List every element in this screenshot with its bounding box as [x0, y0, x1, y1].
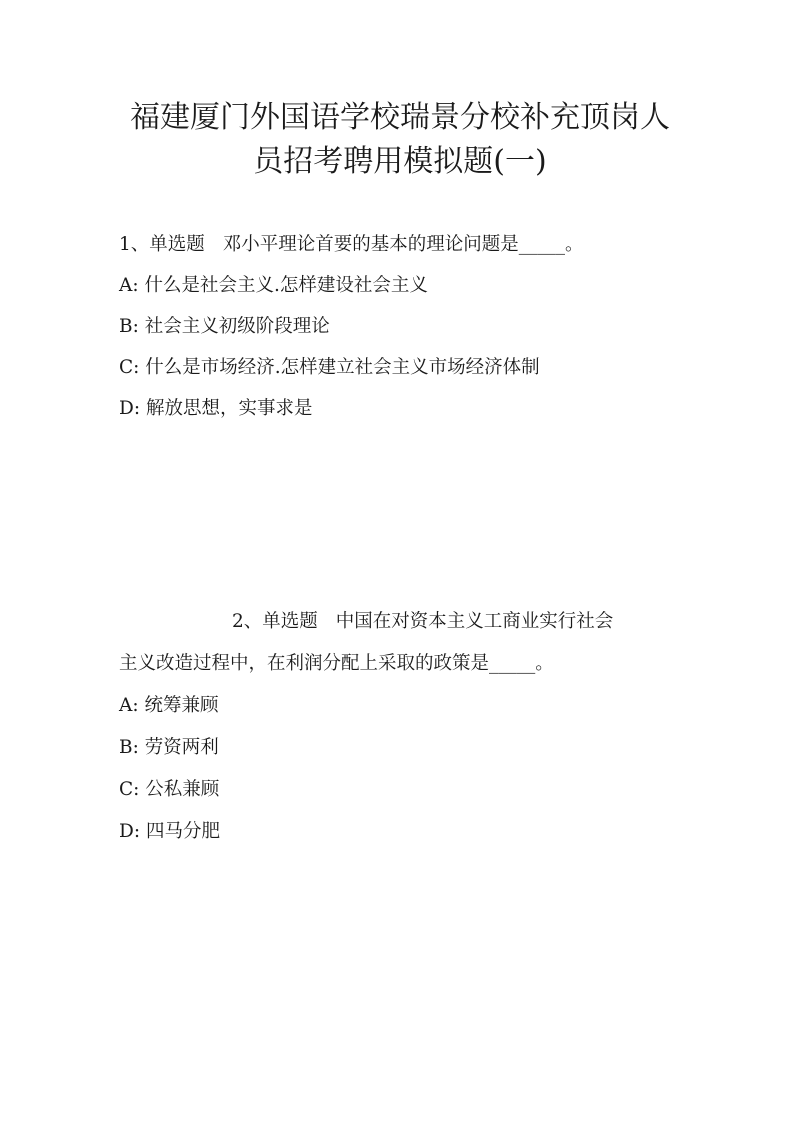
title-line-2: 员招考聘用模拟题(一): [253, 144, 547, 179]
option-text: 公私兼顾: [145, 779, 220, 800]
question-2-option-a: [119, 694, 219, 718]
question-2-option-b: [119, 736, 219, 760]
question-2-stem-line-1: [232, 610, 613, 634]
option-text: 什么是社会主义.怎样建设社会主义: [144, 275, 428, 296]
option-text: 什么是市场经济.怎样建立社会主义市场经济体制: [145, 357, 540, 378]
question-1-option-c: [119, 356, 540, 380]
option-label: A:: [119, 275, 139, 296]
question-2-option-c: [119, 778, 219, 802]
option-text: 社会主义初级阶段理论: [144, 316, 330, 337]
option-label: C:: [119, 357, 140, 378]
option-text: 解放思想，实事求是: [145, 398, 313, 419]
option-text: 统筹兼顾: [144, 695, 219, 716]
option-label: D:: [119, 398, 141, 419]
question-text-continued: 主义改造过程中，在利润分配上采取的政策是_____。: [119, 653, 554, 674]
option-text: 四马分肥: [145, 821, 220, 842]
option-label: D:: [119, 821, 141, 842]
question-text: 中国在对资本主义工商业实行社会: [335, 611, 614, 632]
title-line-1: 福建厦门外国语学校瑞景分校补充顶岗人: [130, 100, 670, 135]
question-number: 2、: [232, 611, 263, 632]
option-label: B:: [119, 737, 139, 758]
question-text: 邓小平理论首要的基本的理论问题是_____。: [222, 234, 584, 255]
question-type: 单选题: [149, 234, 205, 255]
option-label: B:: [119, 316, 139, 337]
question-2-option-d: [119, 820, 220, 844]
option-label: C:: [119, 779, 140, 800]
question-number: 1、: [119, 234, 150, 255]
document-title: [120, 96, 680, 184]
option-text: 劳资两利: [144, 737, 219, 758]
question-1-option-b: [119, 315, 330, 339]
question-type: 单选题: [262, 611, 318, 632]
question-1-stem: [119, 233, 584, 257]
question-2-stem-line-2: [119, 652, 554, 676]
option-label: A:: [119, 695, 139, 716]
question-1-option-d: [119, 397, 312, 421]
question-1-option-a: [119, 274, 428, 298]
